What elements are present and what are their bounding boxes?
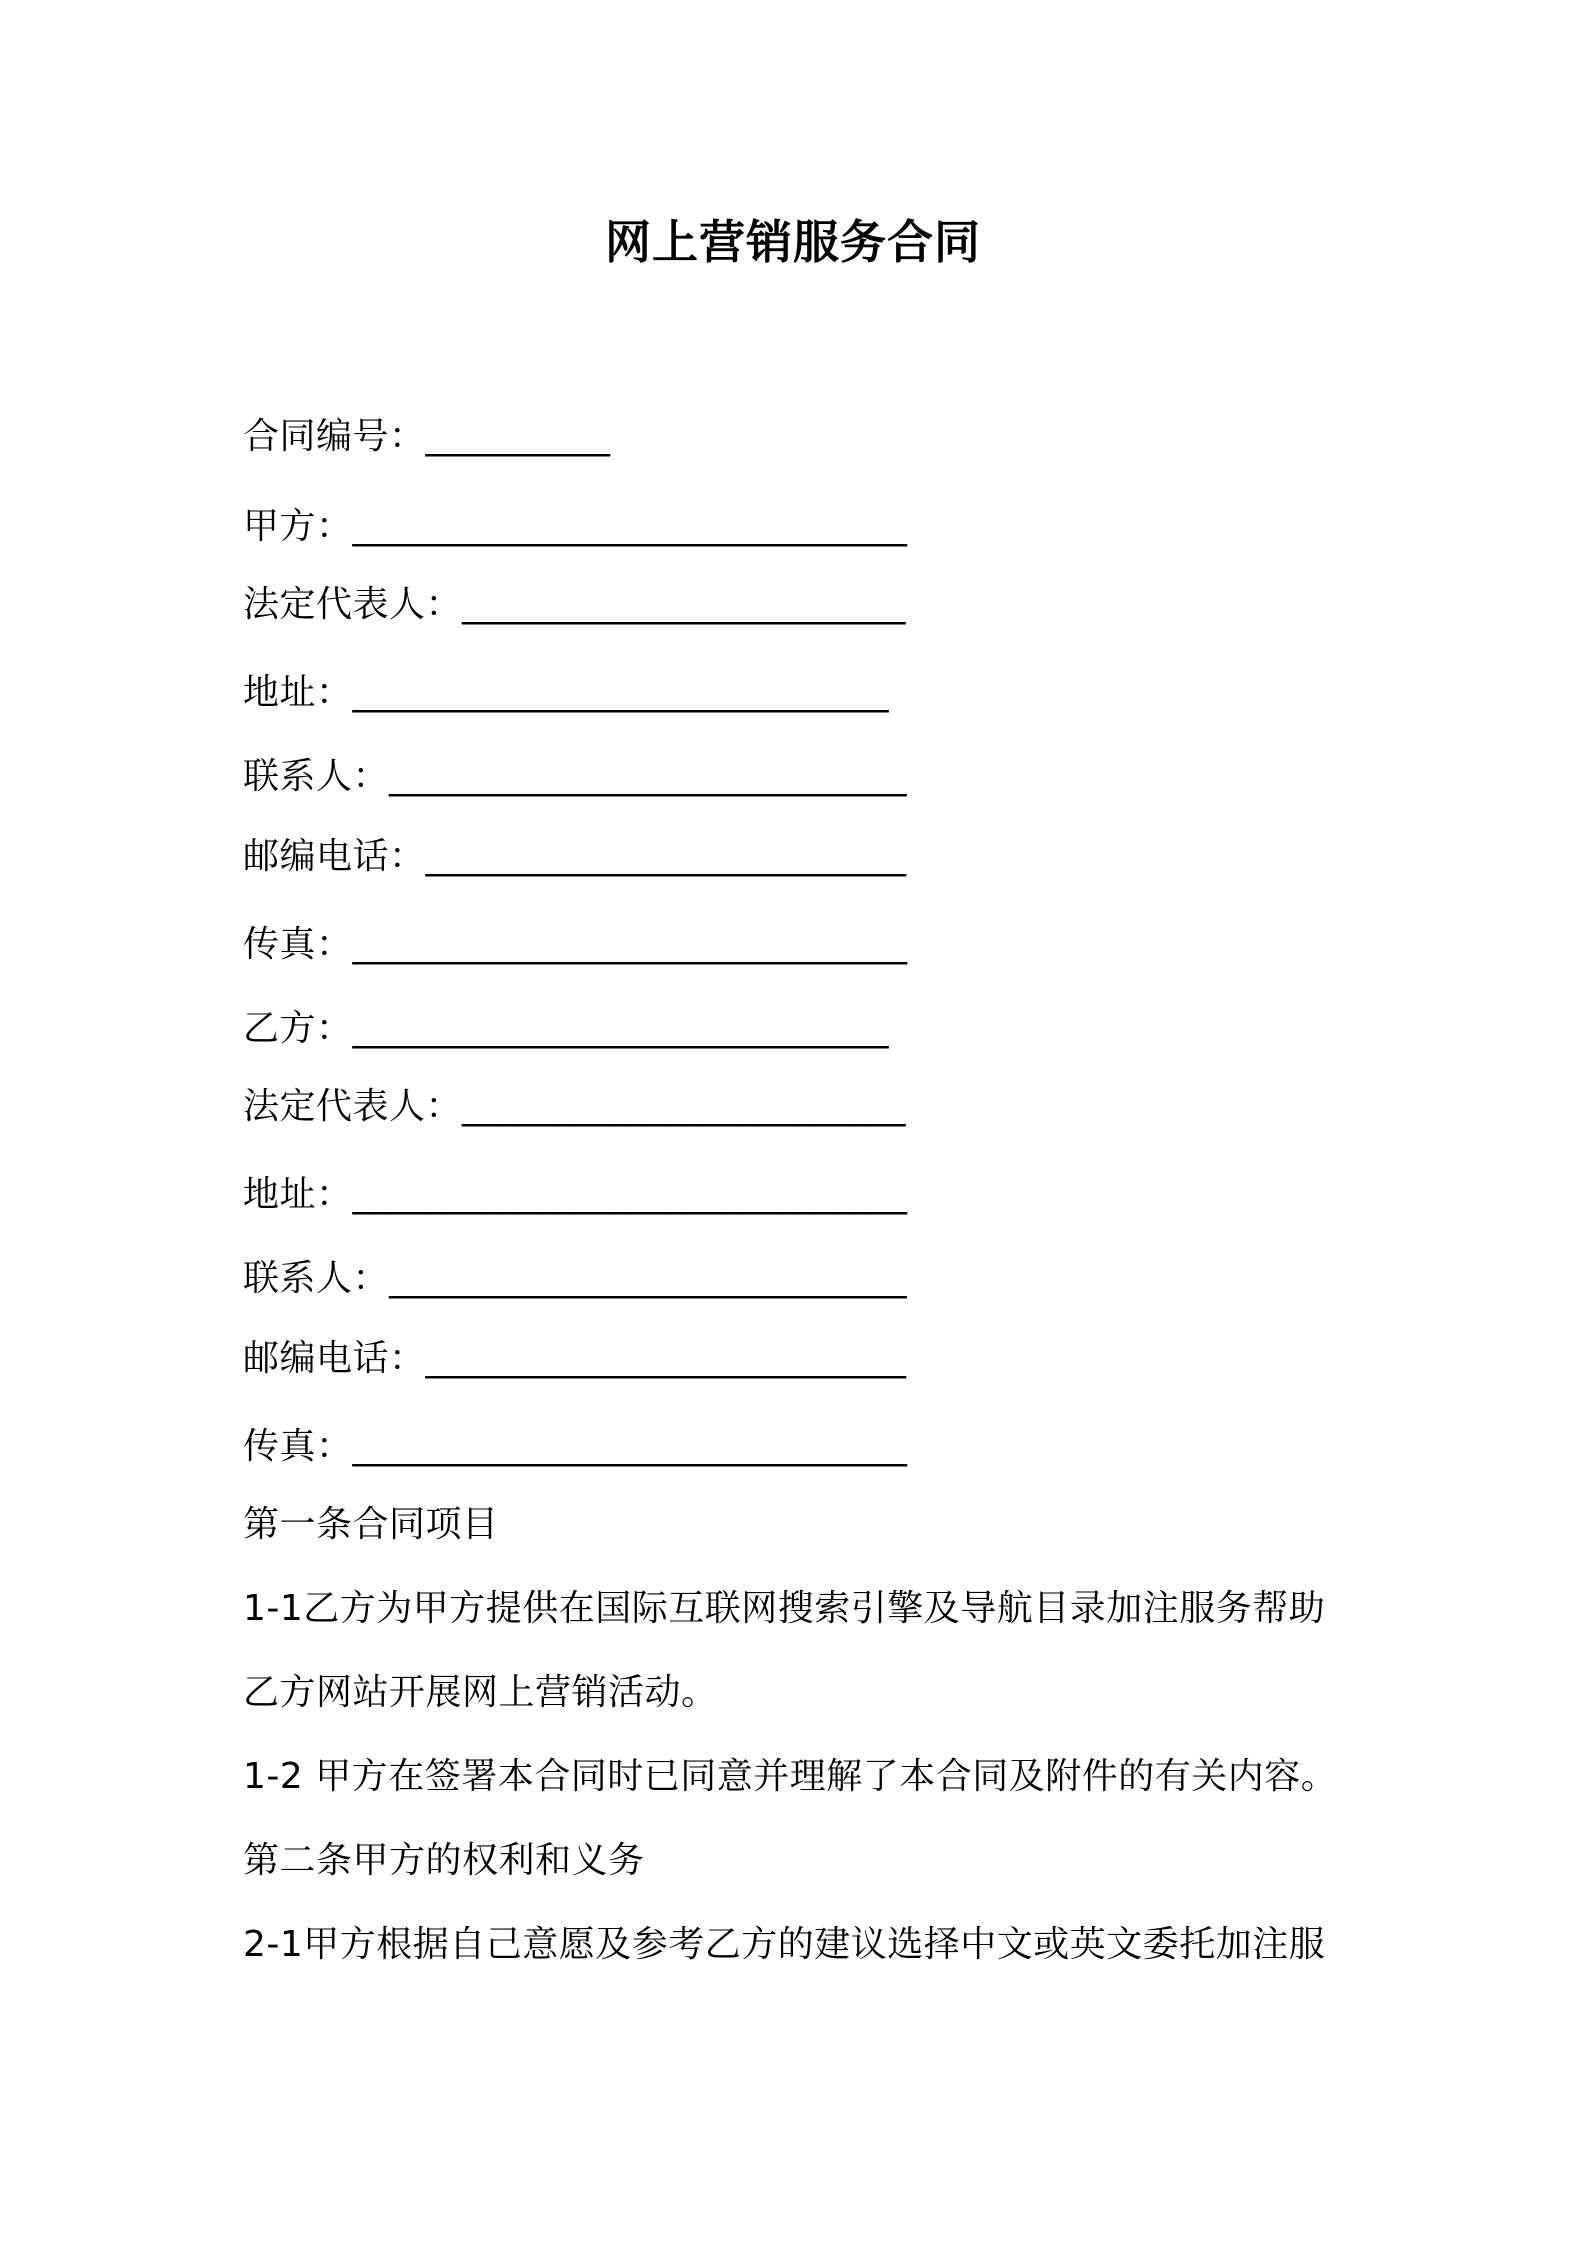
field-party-b-contact: 联系人：____________________________ [243, 1258, 908, 1299]
field-party-a-legal-rep: 法定代表人：________________________ [243, 584, 907, 625]
field-party-a-postcode-phone: 邮编电话：__________________________ [243, 836, 907, 877]
field-contract-number: 合同编号：__________ [243, 416, 611, 457]
field-party-b-legal-rep: 法定代表人：________________________ [243, 1086, 907, 1127]
field-party-a-address: 地址：_____________________________ [243, 672, 890, 713]
field-party-a-contact: 联系人：____________________________ [243, 756, 908, 797]
article-1-heading: 第一条合同项目 [243, 1504, 499, 1545]
article-1-2: 1-2 甲方在签署本合同时已同意并理解了本合同及附件的有关内容。 [243, 1756, 1338, 1797]
article-1-1-line-1: 1-1乙方为甲方提供在国际互联网搜索引擎及导航目录加注服务帮助 [243, 1588, 1326, 1629]
article-2-1-line-1: 2-1甲方根据自己意愿及参考乙方的建议选择中文或英文委托加注服 [243, 1924, 1326, 1965]
field-party-b-address: 地址：______________________________ [243, 1174, 908, 1215]
field-party-b: 乙方：_____________________________ [243, 1008, 890, 1049]
field-party-a: 甲方：______________________________ [243, 506, 908, 547]
field-party-b-postcode-phone: 邮编电话：__________________________ [243, 1338, 907, 1379]
article-2-heading: 第二条甲方的权利和义务 [243, 1840, 645, 1881]
article-1-1-line-2: 乙方网站开展网上营销活动。 [243, 1672, 718, 1713]
field-party-a-fax: 传真：______________________________ [243, 924, 908, 965]
document-title: 网上营销服务合同 [605, 215, 981, 269]
field-party-b-fax: 传真：______________________________ [243, 1426, 908, 1467]
